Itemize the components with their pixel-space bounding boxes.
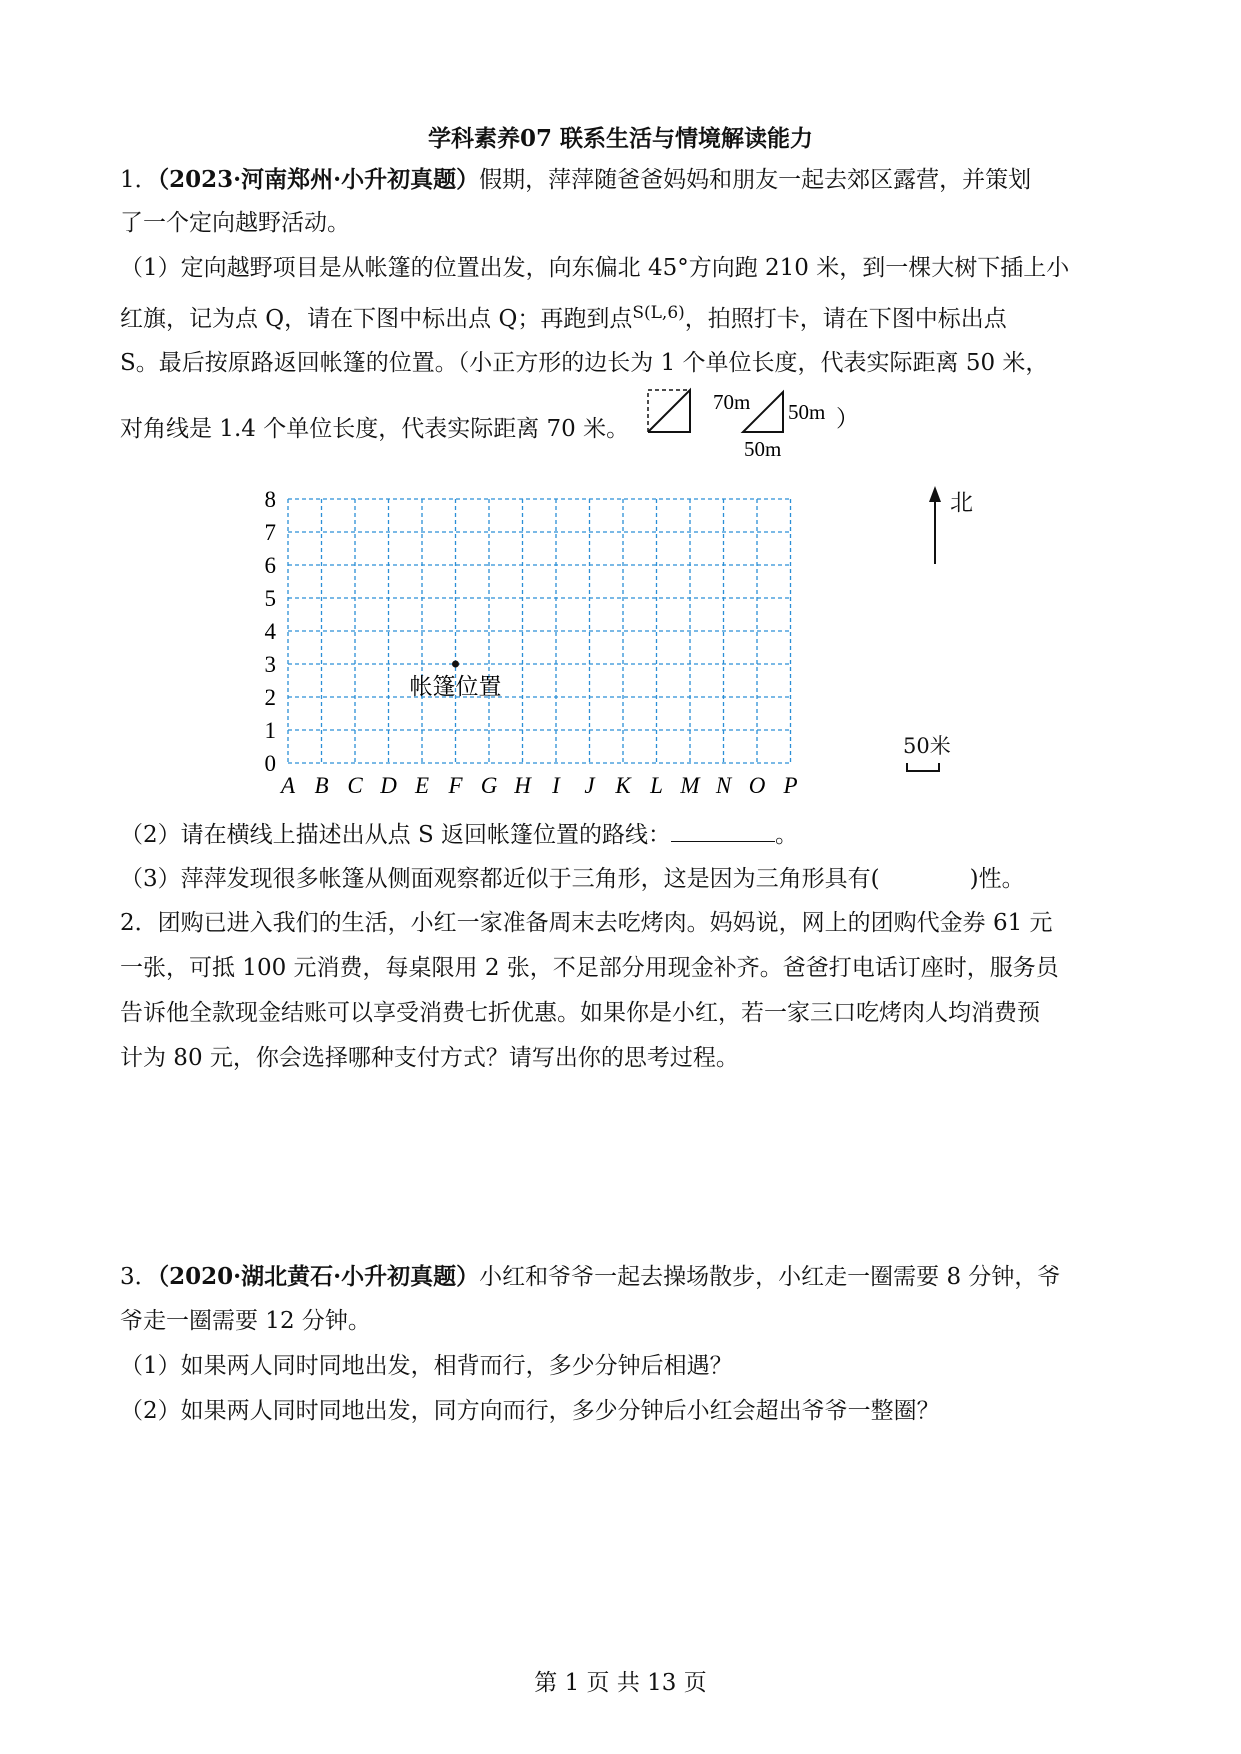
triangle-legend: [640, 384, 870, 464]
q2-line-3: 告诉他全款现金结账可以享受消费七折优惠。如果你是小红，若一家三口吃烤肉人均消费预: [120, 1000, 1040, 1026]
q3-line-2: 爷走一圈需要 12 分钟。: [120, 1308, 371, 1334]
tent-point: [452, 661, 459, 668]
y-axis-label-3: 3: [264, 652, 276, 677]
q3-text: 小红和爷爷一起去操场散步，小红走一圈需要 8 分钟，爷: [479, 1264, 1061, 1290]
x-axis-label-m: M: [680, 773, 700, 798]
q1-part1-line-2: 红旗，记为点 Q，请在下图中标出点 Q；再跑到点$^{S(L,6)}$，拍照打卡，请在下图中标出点: [120, 303, 1007, 332]
x-axis-label-i: I: [552, 773, 560, 798]
x-axis-label-l: L: [650, 773, 663, 798]
q2-line-2: 一张，可抵 100 元消费，每桌限用 2 张，不足部分用现金补齐。爸爸打电话订座时，服务员: [120, 955, 1059, 981]
q2-line-4: 计为 80 元，你会选择哪种支付方式？请写出你的思考过程。: [120, 1045, 739, 1071]
q1-line-2: 了一个定向越野活动。: [120, 210, 350, 236]
legend-close-paren: ）: [836, 406, 859, 431]
page-title: 学科素养07 联系生活与情境解读能力: [427, 125, 813, 152]
y-axis-label-6: 6: [264, 553, 276, 578]
q1-text: 假期，萍萍随爸爸妈妈和朋友一起去郊区露营，并策划: [479, 167, 1032, 193]
y-axis-label-8: 8: [264, 487, 276, 512]
north-label: 北: [950, 490, 973, 516]
q1-part1-line-4: 对角线是 1.4 个单位长度，代表实际距离 70 米。: [120, 416, 630, 442]
answer-blank[interactable]: [671, 821, 775, 842]
x-axis-label-n: N: [715, 773, 732, 798]
scale-label: 50米: [903, 734, 951, 758]
x-axis-label-b: B: [314, 773, 329, 798]
page-footer: 第 1 页 共 13 页: [534, 1670, 707, 1696]
square-solid-edges: [648, 390, 690, 432]
y-axis-label-5: 5: [264, 586, 276, 611]
q1-number: 1．: [120, 167, 158, 193]
x-axis-label-f: F: [448, 773, 463, 798]
q3-part1: （1）如果两人同时同地出发，相背而行，多少分钟后相遇？: [120, 1353, 733, 1379]
q1-part3: （3）萍萍发现很多帐篷从侧面观察都近似于三角形，这是因为三角形具有( )性。: [120, 866, 1025, 892]
x-axis-label-a: A: [280, 773, 296, 798]
x-axis-label-c: C: [347, 773, 363, 798]
point-s-coordinate: S(L,6): [632, 303, 685, 323]
x-axis-label-g: G: [480, 773, 498, 798]
scale-bar: [905, 760, 945, 776]
q2-line-1: 2．团购已进入我们的生活，小红一家准备周末去吃烤肉。妈妈说，网上的团购代金券 61 元: [120, 910, 1053, 936]
tent-label: 帐篷位置: [409, 674, 502, 699]
y-axis-label-4: 4: [264, 619, 276, 644]
q3-source: （2020·湖北黄石·小升初真题）: [157, 1263, 480, 1290]
q1-part1-line-3: S。最后按原路返回帐篷的位置。（小正方形的边长为 1 个单位长度，代表实际距离 50 米，: [120, 350, 1049, 376]
y-axis-label-1: 1: [264, 718, 276, 743]
y-axis-label-0: 0: [264, 751, 276, 776]
triangle-base-label: 50m: [744, 437, 782, 461]
q1-line-1: [120, 165, 1031, 195]
q3-part2: （2）如果两人同时同地出发，同方向而行，多少分钟后小红会超出爷爷一整圈？: [120, 1398, 940, 1424]
x-axis-label-k: K: [615, 773, 631, 798]
x-axis-label-p: P: [783, 773, 798, 798]
x-axis-label-d: D: [380, 773, 397, 798]
q3-line-1: [120, 1262, 1060, 1292]
x-axis-label-j: J: [584, 773, 595, 798]
triangle-side-label: 50m: [788, 400, 826, 424]
q1-part1-line-1: （1）定向越野项目是从帐篷的位置出发，向东偏北 45°方向跑 210 米，到一棵大树下插上小: [120, 255, 1070, 281]
coordinate-grid: [255, 480, 975, 810]
x-axis-label-e: E: [414, 773, 430, 798]
q1-part2: （2）请在横线上描述出从点 S 返回帐篷位置的路线： 。: [120, 822, 799, 848]
x-axis-label-o: O: [748, 773, 766, 798]
x-axis-label-h: H: [514, 773, 531, 798]
q1-source: （2023·河南郑州·小升初真题）: [157, 166, 480, 193]
y-axis-label-7: 7: [264, 520, 276, 545]
y-axis-label-2: 2: [264, 685, 276, 710]
triangle-hypotenuse-label: 70m: [713, 390, 751, 414]
q3-number: 3．: [120, 1264, 158, 1290]
